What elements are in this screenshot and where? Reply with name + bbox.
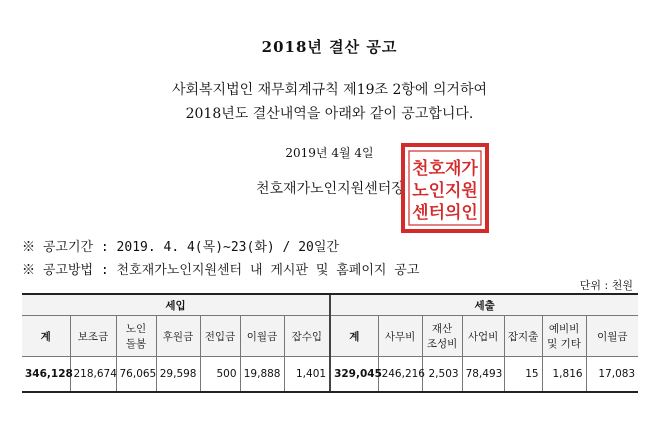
table-cell: 29,598: [156, 357, 200, 393]
seal-text-3: 센터의인: [412, 203, 478, 223]
column-header: 계: [22, 316, 70, 357]
notice-period: ※ 공고기간 : 2019. 4. 4(목)~23(화) / 20일간: [22, 240, 339, 255]
column-header: 전입금: [200, 316, 240, 357]
table-cell: 78,493: [462, 357, 504, 393]
seal-text-2: 노인지원: [412, 181, 478, 201]
table-cell: 500: [200, 357, 240, 393]
column-header: 사무비: [378, 316, 422, 357]
column-header: 예비비 및 기타: [542, 316, 586, 357]
seal-text-1: 천호재가: [412, 159, 478, 179]
table-cell: 17,083: [586, 357, 638, 393]
column-header: 잡수입: [284, 316, 330, 357]
settlement-table: [22, 293, 638, 393]
column-header: 이월금: [240, 316, 284, 357]
column-header: 재산 조성비: [422, 316, 462, 357]
expense-section-header: 세출: [330, 294, 638, 316]
column-header: 잡지출: [504, 316, 542, 357]
column-header: 노인 돌봄: [116, 316, 156, 357]
income-section-header: 세입: [22, 294, 330, 316]
table-cell: 346,128: [22, 357, 70, 393]
column-header: 계: [330, 316, 378, 357]
notice-method: ※ 공고방법 : 천호재가노인지원센터 내 게시판 및 홈페이지 공고: [22, 263, 420, 278]
table-cell: 1,401: [284, 357, 330, 393]
table-cell: 15: [504, 357, 542, 393]
column-header: 사업비: [462, 316, 504, 357]
column-header: 후원금: [156, 316, 200, 357]
intro-line-1: 사회복지법인 재무회계규칙 제19조 2항에 의거하여: [171, 82, 487, 98]
table-cell: 246,216: [378, 357, 422, 393]
table-cell: 329,045: [330, 357, 378, 393]
table-cell: 218,674: [70, 357, 116, 393]
table-cell: 76,065: [116, 357, 156, 393]
notice-title: 2018년 결산 공고: [261, 38, 398, 56]
column-header: 보조금: [70, 316, 116, 357]
announcement-date: 2019년 4월 4일: [285, 146, 374, 160]
unit-label: 단위 : 천원: [579, 279, 633, 292]
column-header: 이월금: [586, 316, 638, 357]
official-seal: [400, 142, 490, 234]
table-cell: 2,503: [422, 357, 462, 393]
intro-line-2: 2018년도 결산내역을 아래와 같이 공고합니다.: [185, 106, 474, 122]
table-cell: 19,888: [240, 357, 284, 393]
table-cell: 1,816: [542, 357, 586, 393]
signer-name: 천호재가노인지원센터장: [256, 181, 405, 197]
